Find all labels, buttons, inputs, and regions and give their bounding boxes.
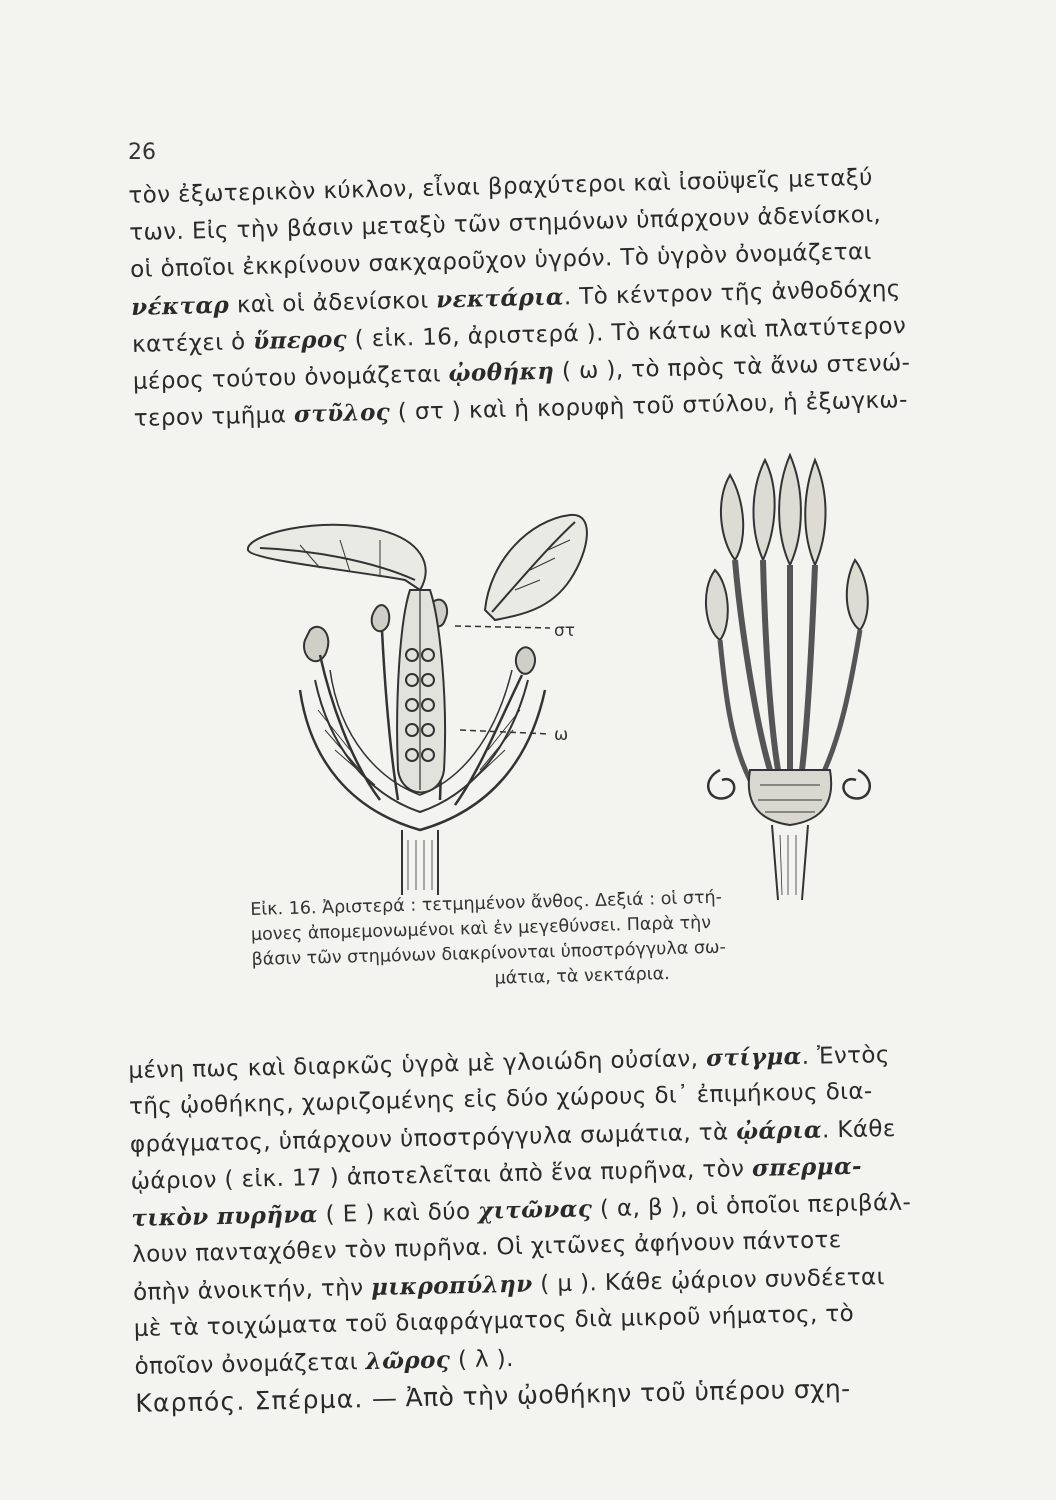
term-sperm-nucleus-b: τικὸν πυρῆνα	[131, 1201, 319, 1232]
text-line: ᾠάριον ( εἰκ. 17 ) ἀποτελεῖται ἀπὸ ἕνα πυρῆνα, τὸν σπερμα-	[130, 1152, 863, 1195]
text-line: τερον τμῆμα στῦλος ( στ ) καὶ ἡ κορυφὴ τοῦ στύλου, ἡ ἐξωγκω-	[133, 387, 909, 432]
section-heading-line: Καρπός. Σπέρμα. — Ἀπὸ τὴν ᾠοθήκην τοῦ ὑπέρου σχη-	[135, 1373, 851, 1418]
text-line: οἱ ὁποῖοι ἐκκρίνουν σακχαροῦχον ὑγρόν. Τὸ ὑγρὸν ὀνομάζεται	[129, 238, 872, 283]
label-ovary: ω	[554, 725, 569, 745]
sectioned-flower-drawing	[248, 515, 587, 895]
paragraph-top	[128, 157, 974, 436]
figure-caption	[250, 881, 912, 998]
text-line: ὁποῖον ὀνομάζεται λῶρος ( λ ).	[134, 1345, 515, 1380]
term-integuments: χιτῶνας	[477, 1195, 593, 1225]
caption-line: Εἰκ. 16. Ἀριστερά : τετμημένον ἄνθος. Δεξιά : οἱ στή-	[250, 887, 723, 920]
page-number: 26	[128, 140, 156, 165]
text-line: λουν πανταχόθεν τὸν πυρῆνα. Οἱ χιτῶνες ἀφήνουν πάντοτε	[131, 1227, 842, 1268]
flower-illustration	[230, 440, 990, 910]
text-line: των. Εἰς τὴν βάσιν μεταξὺ τῶν στημόνων ὑπάρχουν ἀδενίσκοι,	[129, 201, 882, 246]
text-line: ὀπὴν ἀνοικτήν, τὴν μικροπύλην ( μ ). Κάθε ᾠάριον συνδέεται	[132, 1264, 886, 1306]
label-style: στ	[554, 621, 576, 641]
text-line: κατέχει ὁ ὕπερος ( εἰκ. 16, ἀριστερά ). Τὸ κάτω καὶ πλατύτερον	[131, 313, 907, 358]
term-ovules: ᾠάρια	[735, 1116, 823, 1146]
paragraph-bottom	[128, 1034, 976, 1422]
text-line: τικὸν πυρῆνα ( Ε ) καὶ δύο χιτῶνας ( α, β ), οἱ ὁποῖοι περιβάλ-	[131, 1189, 912, 1232]
term-nectaries: νεκτάρια	[435, 283, 565, 314]
term-nectar: νέκταρ	[130, 291, 230, 321]
text-line: νέκταρ καὶ οἱ ἀδενίσκοι νεκτάρια. Τὸ κέντρον τῆς ἀνθοδόχης	[130, 276, 901, 321]
term-ovary: ᾠοθήκη	[448, 357, 555, 388]
caption-line: μάτια, τὰ νεκτάρια.	[494, 964, 670, 989]
term-sperm-nucleus-a: σπερμα-	[751, 1152, 863, 1182]
stamens-drawing	[706, 455, 870, 900]
term-stigma: στίγμα	[705, 1042, 803, 1072]
figure-16	[230, 440, 990, 910]
term-micropyle: μικροπύλην	[370, 1270, 533, 1301]
term-pistil: ὕπερος	[252, 325, 348, 355]
caption-line: μονες ἀπομεμονωμένοι καὶ ἐν μεγεθύνσει. Παρὰ τὴν	[250, 912, 712, 945]
caption-line: βάσιν τῶν στημόνων διακρίνονται ὑποστρόγγυλα σω-	[251, 937, 727, 970]
term-style: στῦλος	[293, 398, 391, 429]
text-line: μέρος τούτου ὀνομάζεται ᾠοθήκη ( ω ), τὸ πρὸς τὰ ἄνω στενώ-	[132, 349, 911, 395]
term-funiculus: λῶρος	[365, 1346, 451, 1376]
text-line: μένη πως καὶ διαρκῶς ὑγρὰ μὲ γλοιώδη οὐσίαν, στίγμα. Ἐντὸς	[128, 1042, 891, 1084]
section-heading: Καρπός. Σπέρμα.	[135, 1384, 364, 1418]
text-line: τῆς ᾠοθήκης, χωριζομένης εἰς δύο χώρους δι᾽ ἐπιμήκους δια-	[128, 1078, 873, 1120]
text-line: μὲ τὰ τοιχώματα τοῦ διαφράγματος διὰ μικροῦ νήματος, τὸ	[133, 1300, 855, 1342]
text-line: τὸν ἐξωτερικὸν κύκλον, εἶναι βραχύτεροι καὶ ἰσοϋψεῖς μεταξύ	[128, 164, 874, 209]
text-line: φράγματος, ὑπάρχουν ὑποστρόγγυλα σωμάτια, τὰ ᾠάρια. Κάθε	[129, 1115, 896, 1158]
